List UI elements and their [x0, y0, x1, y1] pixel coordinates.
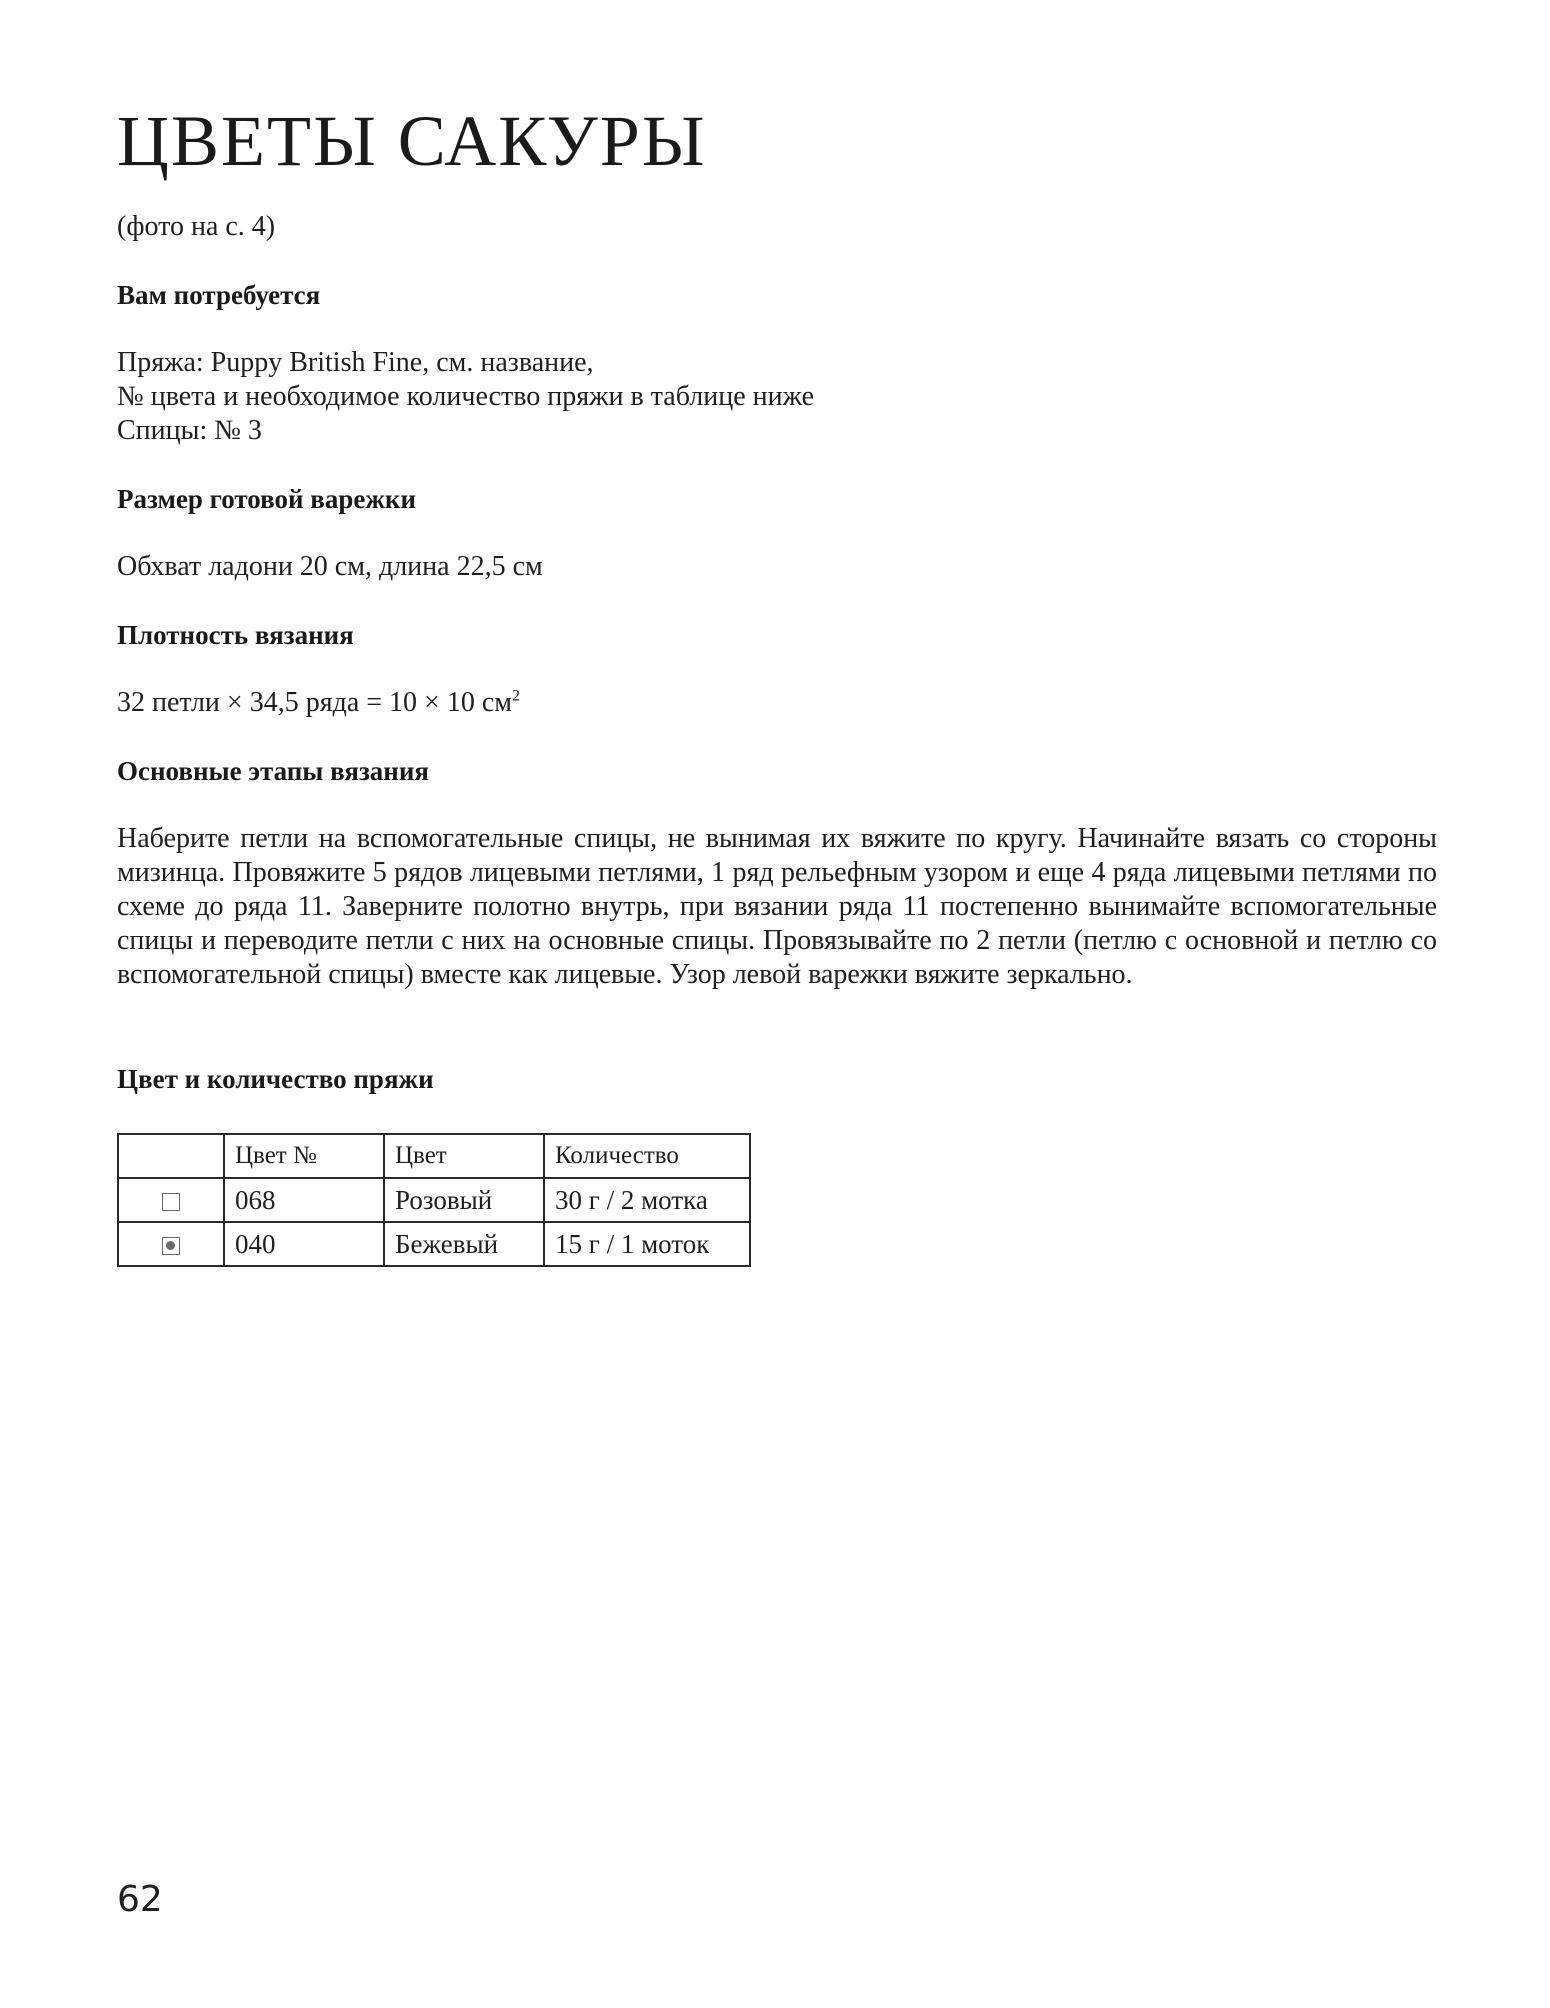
- yarn-table: [117, 1133, 751, 1267]
- color-number-cell: 040: [224, 1222, 384, 1266]
- photo-reference: (фото на с. 4): [117, 211, 276, 242]
- amount-cell: 30 г / 2 мотка: [544, 1178, 750, 1222]
- color-name-cell: Розовый: [384, 1178, 544, 1222]
- gauge-heading: Плотность вязания: [117, 620, 354, 650]
- gauge-value: 32 петли × 34,5 ряда = 10 × 10 см: [117, 687, 512, 718]
- yarn-table-heading: Цвет и количество пряжи: [117, 1064, 434, 1094]
- column-header-symbol: [118, 1134, 224, 1178]
- materials-list: [117, 346, 814, 448]
- steps-paragraph: Наберите петли на вспомогательные спицы, не вынимая их вяжите по кругу. Начинайте вязать со стороны мизинца. Провяжите 5 рядов лицевыми петлями, 1 ряд рельефным узором и еще 4 ряда лицевыми петлями по схеме до ряда 11. Заверните полотно внутрь, при вязании ряда 11 постепенно вынимайте вспомогательные спицы и переводите петли с них на основные спицы. Провязывайте по 2 петли (петлю с основной и петлю со вспомогательной спицы) вместе как лицевые. Узор левой варежки вяжите зеркально.: [117, 823, 1437, 990]
- materials-line-needles: Спицы: № 3: [117, 415, 262, 446]
- table-header-row: [118, 1134, 750, 1178]
- materials-line-color: № цвета и необходимое количество пряжи в таблице ниже: [117, 381, 814, 412]
- symbol-cell: [118, 1222, 224, 1266]
- square-empty-icon: [162, 1193, 180, 1211]
- size-heading: Размер готовой варежки: [117, 484, 417, 514]
- column-header-color: Цвет: [384, 1134, 544, 1178]
- materials-heading: Вам потребуется: [117, 280, 321, 310]
- page-title: ЦВЕТЫ САКУРЫ: [117, 101, 707, 181]
- symbol-cell: [118, 1178, 224, 1222]
- table-row: [118, 1222, 750, 1266]
- page-number: 62: [117, 1879, 163, 1920]
- materials-line-yarn: Пряжа: Puppy British Fine, см. название,: [117, 347, 594, 378]
- column-header-amount: Количество: [544, 1134, 750, 1178]
- size-text: Обхват ладони 20 см, длина 22,5 см: [117, 551, 543, 582]
- gauge-text: [117, 686, 520, 720]
- color-number-cell: 068: [224, 1178, 384, 1222]
- steps-heading: Основные этапы вязания: [117, 756, 430, 786]
- gauge-superscript: 2: [511, 687, 520, 705]
- color-name-cell: Бежевый: [384, 1222, 544, 1266]
- table-row: [118, 1178, 750, 1222]
- square-dot-icon: [162, 1237, 180, 1255]
- column-header-color-number: Цвет №: [224, 1134, 384, 1178]
- amount-cell: 15 г / 1 моток: [544, 1222, 750, 1266]
